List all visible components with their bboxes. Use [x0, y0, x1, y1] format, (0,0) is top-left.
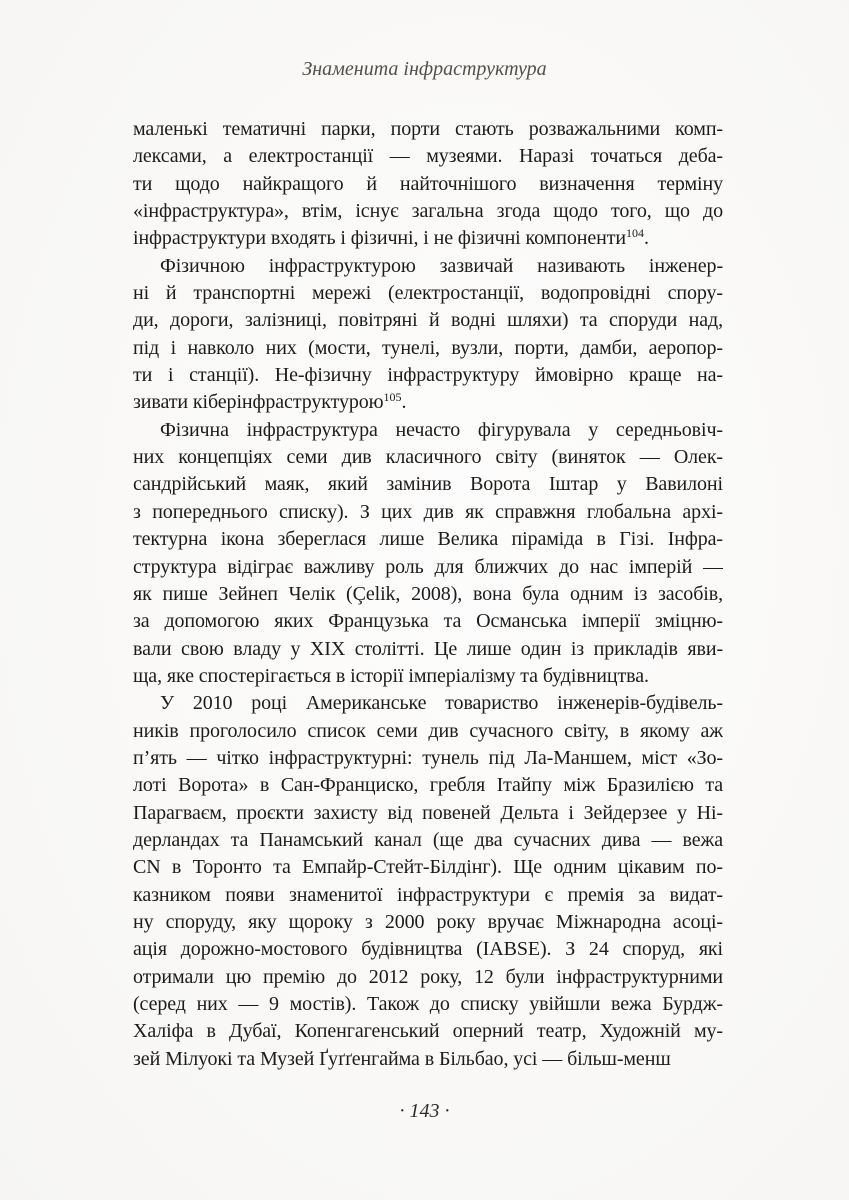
line-text: У 2010 році Американське товариство інженерів-будівель-: [160, 692, 723, 715]
text-line: [133, 307, 723, 334]
line-text: них концепціях семи див класичного світу (виняток — Олек-: [133, 446, 723, 469]
text-line: [133, 417, 723, 444]
paragraph: [133, 253, 723, 417]
text-line: [133, 772, 723, 799]
text-line: [133, 936, 723, 963]
paragraph: [133, 116, 723, 253]
footnote-ref: 105: [383, 390, 402, 405]
text-line: [133, 471, 723, 498]
line-text: як пише Зейнеп Челік (Çelik, 2008), вона була одним із засобів,: [133, 582, 723, 605]
line-text: (серед них — 9 мостів). Також до списку увійшли вежа Бурдж-: [133, 993, 723, 1015]
text-line: [133, 389, 723, 416]
text-line: [133, 1046, 723, 1073]
text-line: [133, 116, 723, 143]
line-text: .: [643, 227, 649, 250]
line-text: Фізична інфраструктура нечасто фігурувала у середньовіч-: [160, 418, 723, 441]
text-line: [133, 854, 723, 881]
text-line: [133, 991, 723, 1018]
line-text: ди, дороги, залізниці, повітряні й водні шляхи) та споруди над,: [133, 309, 723, 332]
text-line: [133, 499, 723, 526]
line-text: Халіфа в Дубаї, Копенгагенський оперний театр, Художній му-: [133, 1020, 723, 1043]
line-text: п’ять — чітко інфраструктурні: тунель під Ла-Маншем, міст «Зо-: [133, 746, 723, 769]
line-text: ація дорожно-мостового будівництва (IABSE). З 24 споруд, які: [133, 938, 723, 961]
line-text: інфраструктури входять і фізичні, і не фізичні компоненти: [133, 227, 626, 250]
text-line: [133, 581, 723, 608]
text-line: [133, 608, 723, 635]
text-line: [133, 171, 723, 198]
line-text: ти і станції). Не-фізичну інфраструктуру ймовірно краще на-: [133, 364, 723, 387]
line-text: CN в Торонто та Емпайр-Стейт-Білдінг). Ще одним цікавим по-: [133, 856, 723, 879]
footnote-ref: 104: [625, 226, 644, 241]
text-line: [133, 253, 723, 280]
line-text: лоті Ворота» в Сан-Франциско, гребля Ітайпу між Бразилією та: [133, 774, 723, 797]
line-text: вали свою владу у XIX столітті. Це лише один із прикладів яви-: [133, 637, 723, 660]
line-text: «інфраструктура», втім, існує загальна згода щодо того, що до: [133, 200, 723, 223]
text-line: [133, 663, 723, 690]
text-line: [133, 745, 723, 772]
text-line: [133, 690, 723, 717]
page-number: · 143 ·: [399, 1100, 450, 1122]
text-line: [133, 882, 723, 909]
text-line: [133, 554, 723, 581]
text-line: [133, 143, 723, 170]
text-line: [133, 964, 723, 991]
line-text: .: [401, 391, 407, 414]
text-line: [133, 636, 723, 663]
line-text: казником появи знаменитої інфраструктури є премія за видат-: [133, 883, 723, 906]
paragraph: [133, 417, 723, 690]
line-text: тектурна ікона збереглася лише Велика піраміда в Гізі. Інфра-: [133, 528, 723, 551]
line-text: ників проголосило список семи див сучасного світу, в якому аж: [133, 719, 723, 742]
line-text: ні й транспортні мережі (електростанції, водопровідні спору-: [133, 282, 723, 305]
line-text: зивати кіберінфраструктурою: [133, 391, 384, 414]
line-text: структура відіграє важливу роль для ближчих до нас імперій —: [133, 555, 723, 578]
text-line: [133, 1018, 723, 1045]
line-text: Фізичною інфраструктурою зазвичай називають інженер-: [160, 254, 723, 277]
text-line: [133, 800, 723, 827]
line-text: отримали цю премію до 2012 року, 12 були інфраструктурними: [133, 965, 723, 988]
line-text: дерландах та Панамський канал (ще два сучасних дива — вежа: [133, 828, 723, 851]
text-line: [133, 827, 723, 854]
line-text: ну споруду, яку щороку з 2000 року вручає Міжнародна асоці-: [133, 910, 723, 933]
line-text: Парагваєм, проєкти захисту від повеней Дельта і Зейдерзее у Ні-: [133, 801, 723, 824]
line-text: з попереднього списку). З цих див як справжня глобальна архі-: [133, 500, 723, 523]
paragraph: [133, 690, 723, 1073]
line-text: за допомогою яких Французька та Османська імперії зміцню-: [133, 610, 723, 633]
line-text: під і навколо них (мости, тунелі, вузли, порти, дамби, аеропор-: [133, 336, 723, 359]
text-line: [133, 225, 723, 252]
line-text: сандрійський маяк, який замінив Ворота Іштар у Вавилоні: [133, 473, 723, 496]
text-line: [133, 444, 723, 471]
line-text: ща, яке спостерігається в історії імперіалізму та будівництва.: [133, 664, 649, 687]
line-text: зей Мілуокі та Музей Ґуґґенгайма в Більбао, усі — більш-менш: [133, 1047, 671, 1070]
text-line: [133, 198, 723, 225]
running-head: Знаменита інфраструктура: [302, 58, 547, 80]
text-line: [133, 718, 723, 745]
text-line: [133, 335, 723, 362]
body-text: [133, 116, 723, 1073]
text-line: [133, 280, 723, 307]
line-text: лексами, а електростанції — музеями. Наразі точаться деба-: [133, 145, 723, 168]
line-text: маленькі тематичні парки, порти стають розважальними комп-: [133, 118, 723, 140]
text-line: [133, 909, 723, 936]
text-line: [133, 526, 723, 553]
text-line: [133, 362, 723, 389]
line-text: ти щодо найкращого й найточнішого визначення терміну: [133, 172, 723, 195]
